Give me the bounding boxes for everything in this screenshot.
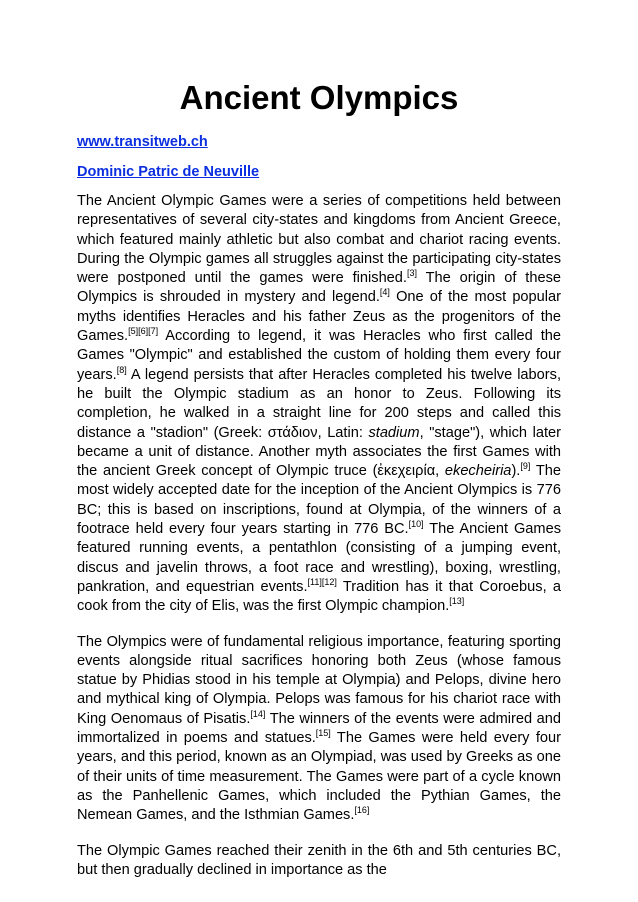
citation-reference: [14] [250,708,266,719]
paragraph [77,192,561,617]
paragraph-text: One of the most popular myths identifies Heracles and his father Zeus as the progenitors of the Games. [77,289,562,345]
paragraph-text: The winners of the events were admired and immortalized in poems and statues. [77,710,561,747]
paragraph-text: , "stage"), which later became a unit of distance. Another myth associates the first Games with the ancient Greek concept of Olympic truce (ἐκεχειρία, [77,424,561,480]
citation-reference: [8] [116,364,127,375]
paragraph-text: A legend persists that after Heracles completed his twelve labors, he built the Olympic stadium as an honor to Zeus. Following its completion, he walked in a straight line for 200 steps and called this distance a "stadion" (Greek: στάδιον, Latin: [77,366,561,441]
citation-reference: [16] [354,805,370,816]
citation-reference: [11][12] [307,577,337,588]
italic-term: ekecheiria [444,463,512,480]
paragraph-text: ). [511,463,521,480]
paragraph-text: The Olympics were of fundamental religious importance, featuring sporting events alongside ritual sacrifices honoring both Zeus (whose famous statue by Phidias stood in his temple at Olympia) and Pelops, divine hero and mythical king of Olympia. Pelops was famous for his chariot race with King Oenomaus of Pisatis. [77,633,561,727]
author-link[interactable]: Dominic Patric de Neuville [77,164,260,180]
citation-reference: [9] [520,461,531,472]
site-link[interactable]: www.transitweb.ch [77,134,208,150]
italic-term: stadium [368,424,420,441]
paragraph-text: The most widely accepted date for the inception of the Ancient Olympics is 776 BC; this is based on inscriptions, found at Olympia, of the winners of a footrace held every four years starting in 776 BC. [77,463,561,538]
paragraph-text: The Ancient Games featured running events, a pentathlon (consisting of a jumping event, discus and javelin throws, a foot race and wrestling), boxing, wrestling, pankration, and equestrian events. [77,521,561,595]
paragraph-text: The origin of these Olympics is shrouded in mystery and legend. [77,270,561,306]
citation-reference: [3] [406,268,417,279]
citation-reference: [4] [379,287,390,298]
page-bottom-margin [0,888,638,902]
citation-reference: [15] [315,728,331,739]
page-title: Ancient Olympics [179,79,459,116]
paragraph [77,633,561,826]
paragraph [77,842,561,881]
paragraph-text: The Ancient Olympic Games were a series of competitions held between representatives of several city-states and kingdoms from Ancient Greece, which featured mainly athletic but also combat and chariot racing events. During the Olympic games all struggles against the participating city-states were postponed until the games were finished. [77,193,561,287]
citation-reference: [13] [449,596,465,607]
paragraph-text: According to legend, it was Heracles who first called the Games "Olympic" and established the custom of holding them every four years. [77,328,561,383]
paragraph-text: The Games were held every four years, and this period, known as an Olympiad, was used by Greeks as one of their units of time measurement. The Games were part of a cycle known as the Panhellenic Games, which included the Pythian Games, the Nemean Games, and the Isthmian Games. [77,730,561,824]
citation-reference: [10] [408,519,424,530]
paragraph-text: The Olympic Games reached their zenith in the 6th and 5th centuries BC, but then gradually declined in importance as the [77,842,561,878]
citation-reference: [5][6][7] [128,326,159,337]
article-body [77,192,561,896]
paragraph-text: Tradition has it that Coroebus, a cook from the city of Elis, was the first Olympic champion. [77,578,561,615]
